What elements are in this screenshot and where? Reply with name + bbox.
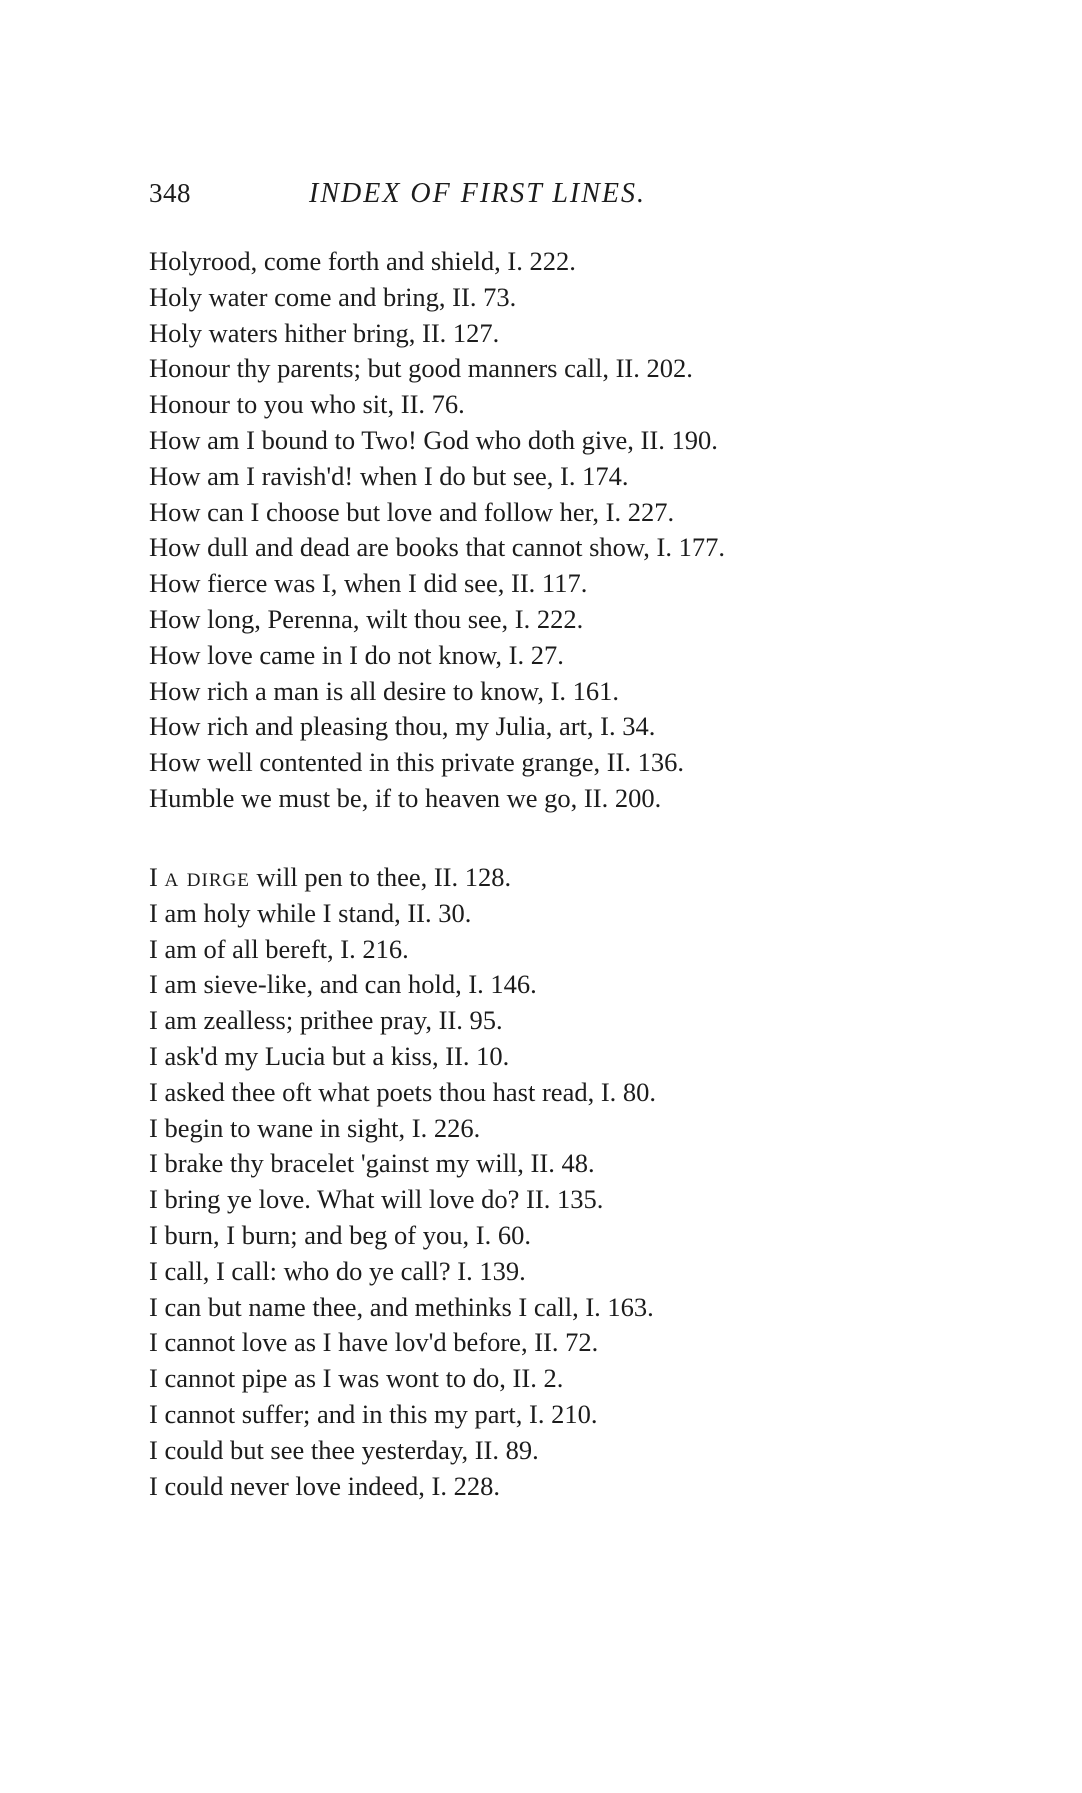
entry-small-caps: a dirge	[164, 862, 250, 892]
index-entry: I brake thy bracelet 'gainst my will, II. 48.	[149, 1148, 595, 1179]
index-entry: I asked thee oft what poets thou hast read, I. 80.	[149, 1076, 657, 1107]
index-entry: I could never love indeed, I. 228.	[149, 1470, 501, 1501]
entry-rest: will pen to thee, II. 128.	[249, 862, 512, 892]
index-entry: I begin to wane in sight, I. 226.	[149, 1112, 481, 1143]
index-entry: I bring ye love. What will love do? II. 135.	[149, 1184, 604, 1215]
index-entry: How can I choose but love and follow her, I. 227.	[149, 496, 675, 527]
index-entry: How dull and dead are books that cannot show, I. 177.	[149, 532, 725, 563]
index-entry: Honour to you who sit, II. 76.	[149, 389, 465, 420]
index-entry: I can but name thee, and methinks I call, I. 163.	[149, 1291, 654, 1322]
index-entry: How rich and pleasing thou, my Julia, art, I. 34.	[149, 711, 656, 742]
index-entry: I cannot suffer; and in this my part, I. 210.	[149, 1398, 598, 1429]
index-entry: How rich a man is all desire to know, I. 161.	[149, 675, 620, 706]
index-entry: I cannot pipe as I was wont to do, II. 2.	[149, 1363, 564, 1394]
index-entry: Holy water come and bring, II. 73.	[149, 281, 517, 312]
index-entry: How long, Perenna, wilt thou see, I. 222.	[149, 603, 584, 634]
index-entry: I could but see thee yesterday, II. 89.	[149, 1434, 539, 1465]
index-entry: I am sieve-like, and can hold, I. 146.	[149, 969, 537, 1000]
running-title: INDEX OF FIRST LINES.	[309, 178, 647, 209]
index-entry: How am I ravish'd! when I do but see, I. 174.	[149, 460, 629, 491]
index-entry: I burn, I burn; and beg of you, I. 60.	[149, 1219, 531, 1250]
index-entry: Holy waters hither bring, II. 127.	[149, 317, 500, 348]
index-entry: I am zealless; prithee pray, II. 95.	[149, 1005, 503, 1036]
page-number: 348	[149, 178, 191, 208]
index-entry: How am I bound to Two! God who doth give, II. 190.	[149, 424, 718, 455]
index-group-i	[149, 860, 949, 1504]
index-entry: Humble we must be, if to heaven we go, II. 200.	[149, 782, 662, 813]
index-entry: I call, I call: who do ye call? I. 139.	[149, 1255, 526, 1286]
entry-lead: I	[149, 862, 165, 892]
index-entry: I am of all bereft, I. 216.	[149, 933, 409, 964]
index-entry: Holyrood, come forth and shield, I. 222.	[149, 246, 576, 276]
index-entry: How fierce was I, when I did see, II. 117.	[149, 568, 588, 599]
index-entry: I ask'd my Lucia but a kiss, II. 10.	[149, 1040, 510, 1071]
index-entry: Honour thy parents; but good manners call, II. 202.	[149, 353, 693, 384]
index-entry: How well contented in this private grange, II. 136.	[149, 747, 685, 778]
index-entry: How love came in I do not know, I. 27.	[149, 639, 564, 670]
index-entry-first	[149, 860, 949, 896]
index-entry: I cannot love as I have lov'd before, II. 72.	[149, 1327, 599, 1358]
index-entry: I am holy while I stand, II. 30.	[149, 897, 472, 928]
index-group-h	[149, 244, 949, 817]
running-header	[149, 178, 949, 218]
